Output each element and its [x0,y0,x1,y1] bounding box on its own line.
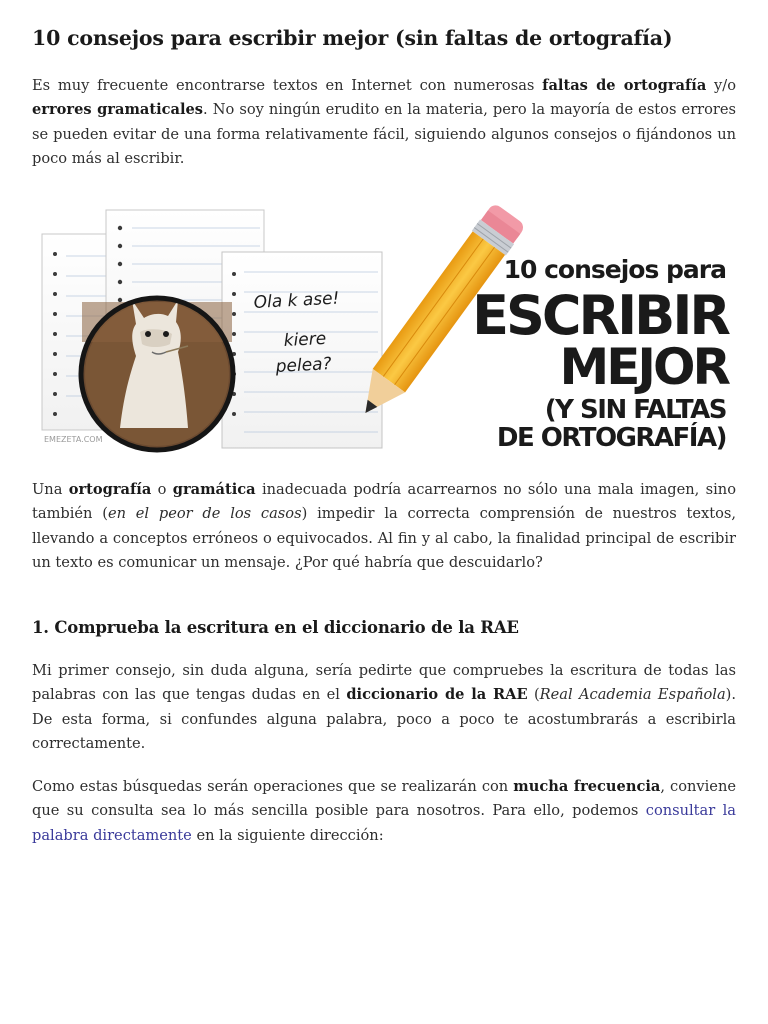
intro-bold-2: errores gramaticales [32,101,204,119]
rae-lookup-link[interactable]: consultar la palabra directamente [32,802,736,844]
intro-text-3: . No soy ningún erudito en la materia, pero la mayoría de estos errores se pueden evitar de una forma relativamente fácil, siguiendo algunos consejos o fijándonos un poco más al escribir. [32,101,736,167]
paragraph-4 [32,775,736,848]
p4-text-1: Como estas búsquedas serán operaciones que se realizarán con [32,778,514,795]
page-title: 10 consejos para escribir mejor (sin faltas de ortografía) [32,26,673,50]
llama-photo [81,298,233,450]
p2-bold-1: ortografía [68,481,152,498]
banner-line-5: DE ORTOGRAFÍA) [496,423,726,453]
banner-line-3: MEJOR [559,338,728,396]
p4-text-3: en la siguiente dirección: [191,826,384,844]
p2-text-4: ) impedir la correcta comprensión de nuestros textos, llevando a conceptos erróneos o equivocados. Al fin y al cabo, la finalidad principal de escribir un texto es comunicar un mensaje. ¿Por qué habría que descuidarlo? [32,505,736,571]
intro-paragraph [32,74,736,171]
p3-text-1: Mi primer consejo, sin duda alguna, sería pedirte que compruebes la escritura de todas las palabras con las que tengas dudas en el [32,662,736,704]
paragraph-3 [32,659,736,756]
banner-title [472,255,730,453]
p4-text-2: , conviene que su consulta sea lo más sencilla posible para nosotros. Para ello, podemos [32,778,736,820]
note-line-3: pelea? [275,354,333,377]
banner-line-1: 10 consejos para [503,255,726,284]
intro-bold-1: faltas de ortografía [542,77,707,94]
p4-bold-1: mucha frecuencia [513,778,661,795]
note-line-1: Ola k ase! [253,288,340,313]
p2-text-2: o [151,481,173,498]
p3-text-2: ( [527,686,540,704]
paragraph-2 [32,478,736,575]
p2-italic-1: en el peor de los casos [107,505,302,523]
notebook-page-front [222,252,382,448]
p2-bold-2: gramática [172,481,256,498]
intro-text-2: y/o [706,77,737,94]
section-1-heading: 1. Comprueba la escritura en el diccionario de la RAE [32,618,519,637]
banner-line-2: ESCRIBIR [472,284,728,347]
p3-text-3: ). De esta forma, si confundes alguna palabra, poco a poco te acostumbrarás a escribirla correctamente. [32,686,737,752]
p2-text-3: inadecuada podría acarrearnos no sólo una mala imagen, sino también ( [32,481,736,523]
article-banner-image [32,196,736,462]
banner-line-4: (Y SIN FALTAS [544,395,726,425]
p3-bold-1: diccionario de la RAE [346,686,528,704]
intro-text-1: Es muy frecuente encontrarse textos en Internet con numerosas [32,77,543,94]
watermark-text: EMEZETA.COM [44,435,103,444]
p2-text-1: Una [32,481,69,498]
p3-italic-1: Real Academia Española [539,686,726,704]
note-line-2: kiere [283,328,327,351]
